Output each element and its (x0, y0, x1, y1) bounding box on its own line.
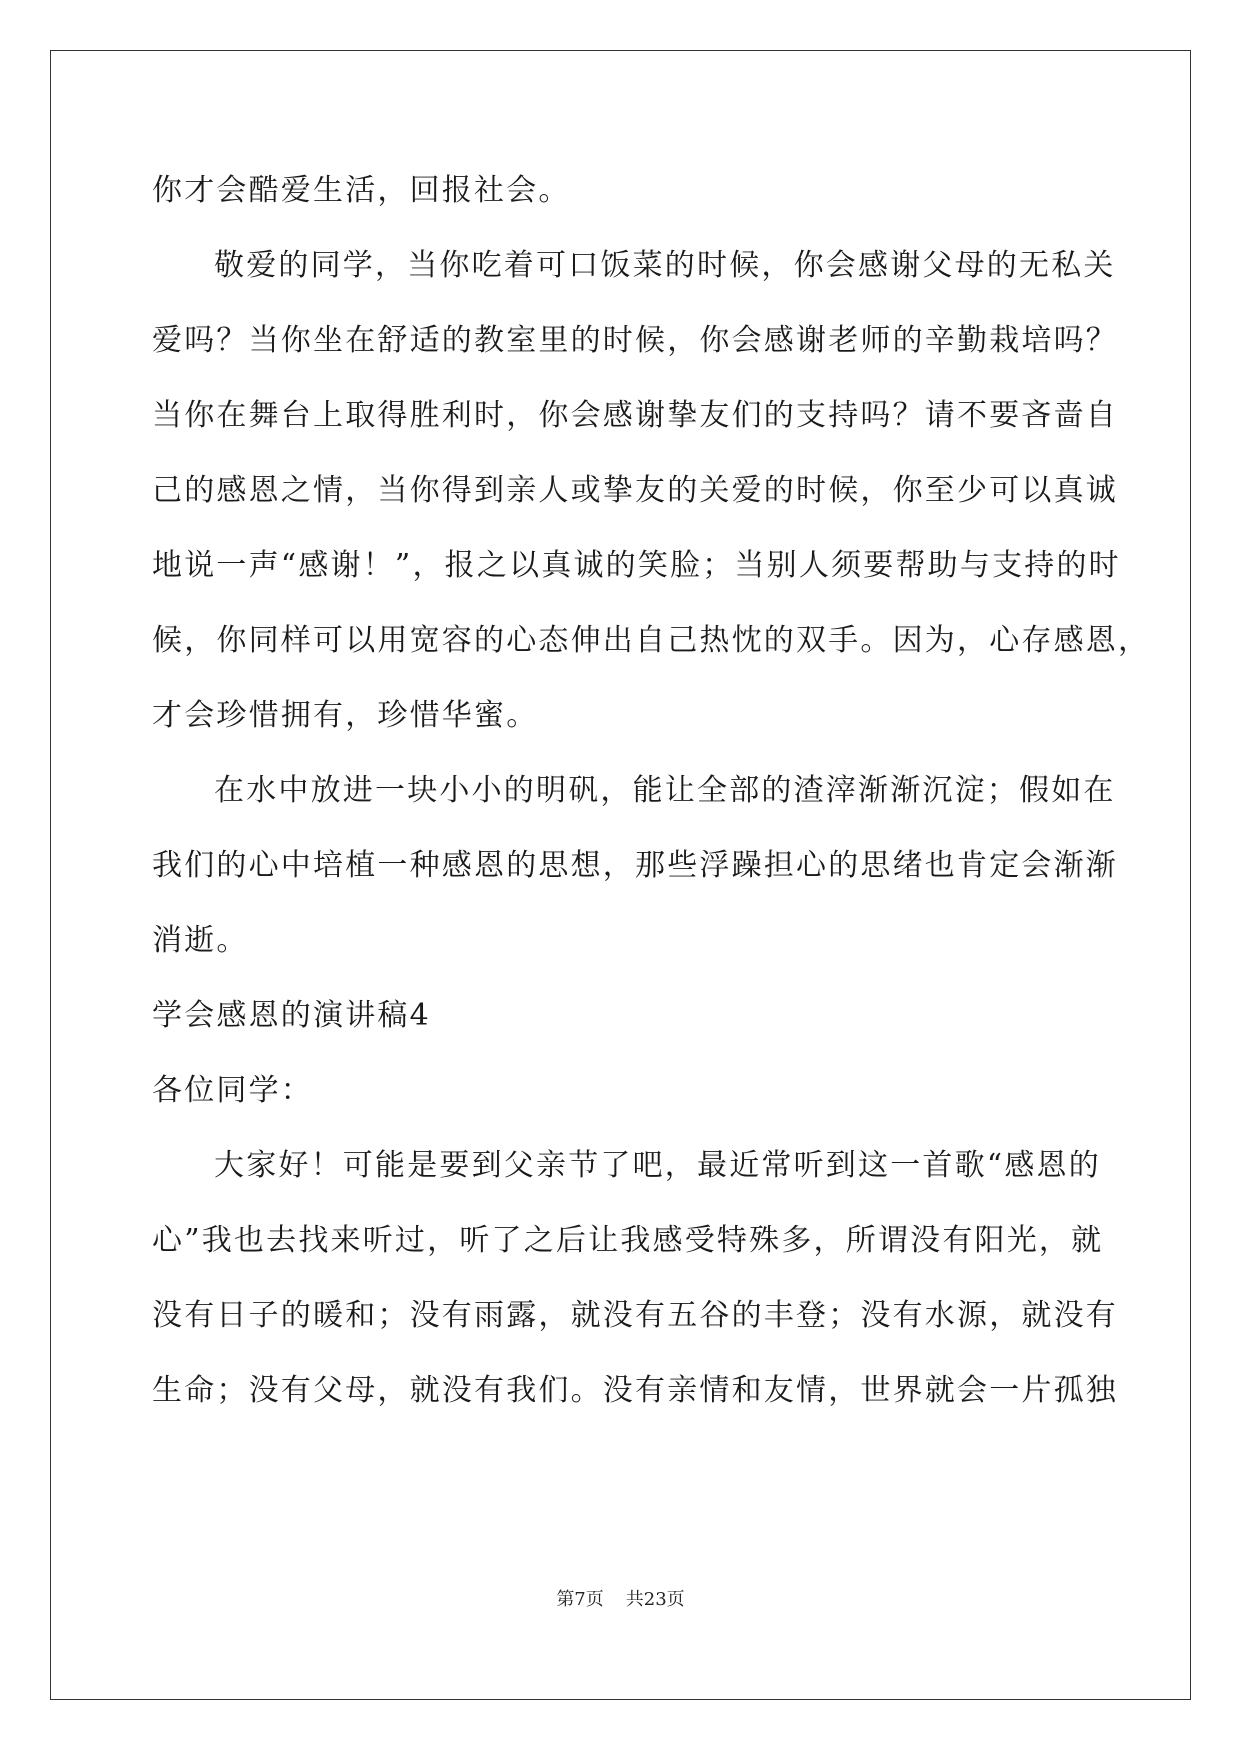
body-line: 地说一声“感谢！”，报之以真诚的笑脸；当别人须要帮助与支持的时 (152, 548, 1121, 583)
body-line: 消逝。 (152, 923, 249, 958)
salutation: 各位同学： (152, 1073, 313, 1108)
body-line: 你才会酷爱生活，回报社会。 (152, 173, 571, 208)
page-footer (0, 1588, 1241, 1612)
body-line: 心”我也去找来听过，听了之后让我感受特殊多，所谓没有阳光，就 (152, 1223, 1104, 1258)
paragraph-start-line: 大家好！可能是要到父亲节了吧，最近常听到这一首歌“感恩的 (214, 1148, 1101, 1183)
body-line: 生命；没有父母，就没有我们。没有亲情和友情，世界就会一片孤独 (152, 1373, 1118, 1408)
body-line: 没有日子的暖和；没有雨露，就没有五谷的丰登；没有水源，就没有 (152, 1298, 1118, 1333)
page-number-current: 第7页 (556, 1589, 604, 1610)
page-number-total: 共23页 (625, 1589, 685, 1610)
body-line: 爱吗？当你坐在舒适的教室里的时候，你会感谢老师的辛勤栽培吗？ (152, 323, 1118, 358)
body-line: 候，你同样可以用宽容的心态伸出自己热忱的双手。因为，心存感恩， (152, 623, 1151, 658)
paragraph-start-line: 敬爱的同学，当你吃着可口饭菜的时候，你会感谢父母的无私关 (214, 248, 1116, 283)
paragraph-start-line: 在水中放进一块小小的明矾，能让全部的渣滓渐渐沉淀；假如在 (214, 773, 1116, 808)
section-heading: 学会感恩的演讲稿4 (152, 998, 431, 1033)
body-line: 我们的心中培植一种感恩的思想，那些浮躁担心的思绪也肯定会渐渐 (152, 848, 1118, 883)
body-line: 才会珍惜拥有，珍惜华蜜。 (152, 698, 539, 733)
body-line: 己的感恩之情，当你得到亲人或挚友的关爱的时候，你至少可以真诚 (152, 473, 1118, 508)
body-line: 当你在舞台上取得胜利时，你会感谢挚友们的支持吗？请不要吝啬自 (152, 398, 1118, 433)
